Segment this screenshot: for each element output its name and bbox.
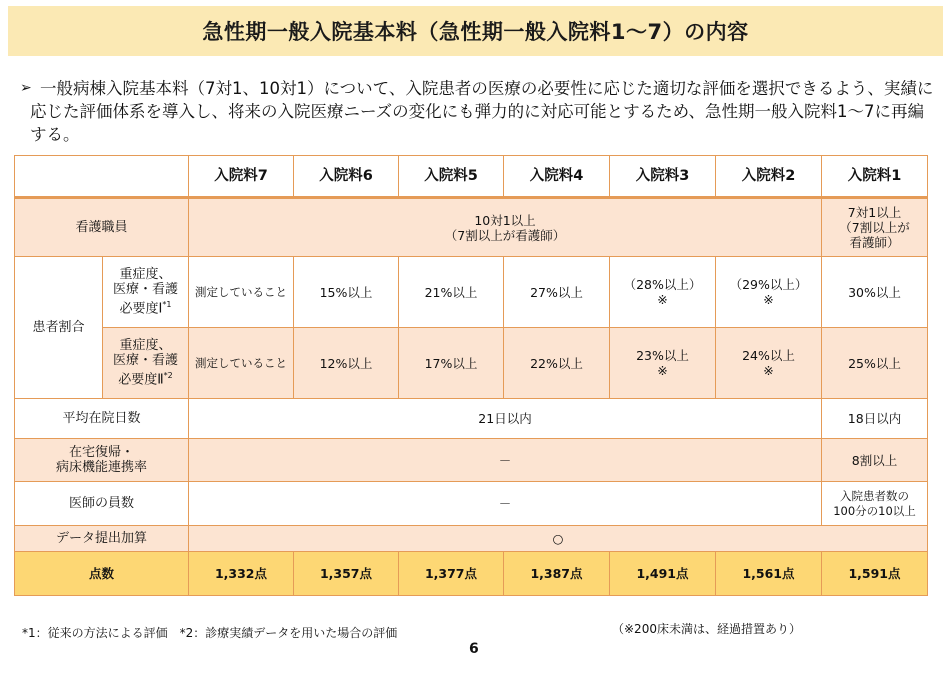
col-header: 入院料3 — [610, 156, 716, 198]
doctors-col1: 入院患者数の 100分の10以上 — [822, 482, 928, 526]
score-cell: 1,591点 — [822, 552, 928, 596]
row-label: 点数 — [15, 552, 189, 596]
table-cell: 24%以上 ※ — [716, 328, 822, 399]
nurse-row — [15, 198, 928, 257]
score-cell: 1,491点 — [610, 552, 716, 596]
table-cell: 30%以上 — [822, 257, 928, 328]
col-header: 入院料5 — [399, 156, 504, 198]
title-bar — [8, 6, 943, 56]
row-label: 患者割合 — [15, 257, 103, 399]
table-cell: 12%以上 — [294, 328, 399, 399]
col-header: 入院料7 — [189, 156, 294, 198]
fee-table — [14, 155, 928, 596]
table-cell: 21%以上 — [399, 257, 504, 328]
table-cell: 22%以上 — [504, 328, 610, 399]
row-label: データ提出加算 — [15, 526, 189, 552]
table-cell: 25%以上 — [822, 328, 928, 399]
footnote: *1：従来の方法による評価 *2：診療実績データを用いた場合の評価 — [22, 626, 398, 640]
home-return-row — [15, 439, 928, 482]
severity1-row — [15, 257, 928, 328]
header-row — [15, 156, 928, 198]
score-cell: 1,377点 — [399, 552, 504, 596]
col-header: 入院料2 — [716, 156, 822, 198]
bullet-arrow-icon: ➢ — [20, 80, 32, 96]
score-cell: 1,387点 — [504, 552, 610, 596]
table-cell: 17%以上 — [399, 328, 504, 399]
intro-paragraph — [20, 77, 935, 146]
severity2-row — [15, 328, 928, 399]
header-corner — [15, 156, 189, 198]
row-label: 在宅復帰・ 病床機能連携率 — [15, 439, 189, 482]
stay-col1: 18日以内 — [822, 399, 928, 439]
col-header: 入院料4 — [504, 156, 610, 198]
row-label: 平均在院日数 — [15, 399, 189, 439]
score-row — [15, 552, 928, 596]
table-cell: 測定していること — [189, 328, 294, 399]
page-number: 6 — [469, 641, 479, 657]
data-bonus-row — [15, 526, 928, 552]
home-col1: 8割以上 — [822, 439, 928, 482]
transition-note: （※200床未満は、経過措置あり） — [612, 622, 801, 636]
table-cell: （28%以上） ※ — [610, 257, 716, 328]
nurse-col1: 7対1以上 （7割以上が 看護師） — [822, 198, 928, 257]
stay-row — [15, 399, 928, 439]
col-header: 入院料1 — [822, 156, 928, 198]
data-bonus-common: ○ — [189, 526, 928, 552]
table-cell: （29%以上） ※ — [716, 257, 822, 328]
col-header: 入院料6 — [294, 156, 399, 198]
home-common: － — [189, 439, 822, 482]
nurse-common: 10対1以上 （7割以上が看護師） — [189, 198, 822, 257]
doctors-row — [15, 482, 928, 526]
table-cell: 15%以上 — [294, 257, 399, 328]
table-cell: 23%以上 ※ — [610, 328, 716, 399]
page-title: 急性期一般入院基本料（急性期一般入院料1～7）の内容 — [202, 20, 749, 44]
sub-label: 重症度、 医療・看護 必要度Ⅰ$^{*1}$ — [103, 257, 189, 328]
table-cell: 27%以上 — [504, 257, 610, 328]
table-cell: 測定していること — [189, 257, 294, 328]
score-cell: 1,561点 — [716, 552, 822, 596]
sub-label: 重症度、 医療・看護 必要度Ⅱ$^{*2}$ — [103, 328, 189, 399]
row-label: 医師の員数 — [15, 482, 189, 526]
intro-text: 一般病棟入院基本料（7対1、10対1）について、入院患者の医療の必要性に応じた適切な評価を選択できるよう、実績に応じた評価体系を導入し、将来の入院医療ニーズの変化にも弾力的に対応可能とするため、急性期一般入院料1～7に再編する。 — [30, 79, 934, 144]
row-label: 看護職員 — [15, 198, 189, 257]
doctors-common: － — [189, 482, 822, 526]
score-cell: 1,357点 — [294, 552, 399, 596]
stay-common: 21日以内 — [189, 399, 822, 439]
score-cell: 1,332点 — [189, 552, 294, 596]
